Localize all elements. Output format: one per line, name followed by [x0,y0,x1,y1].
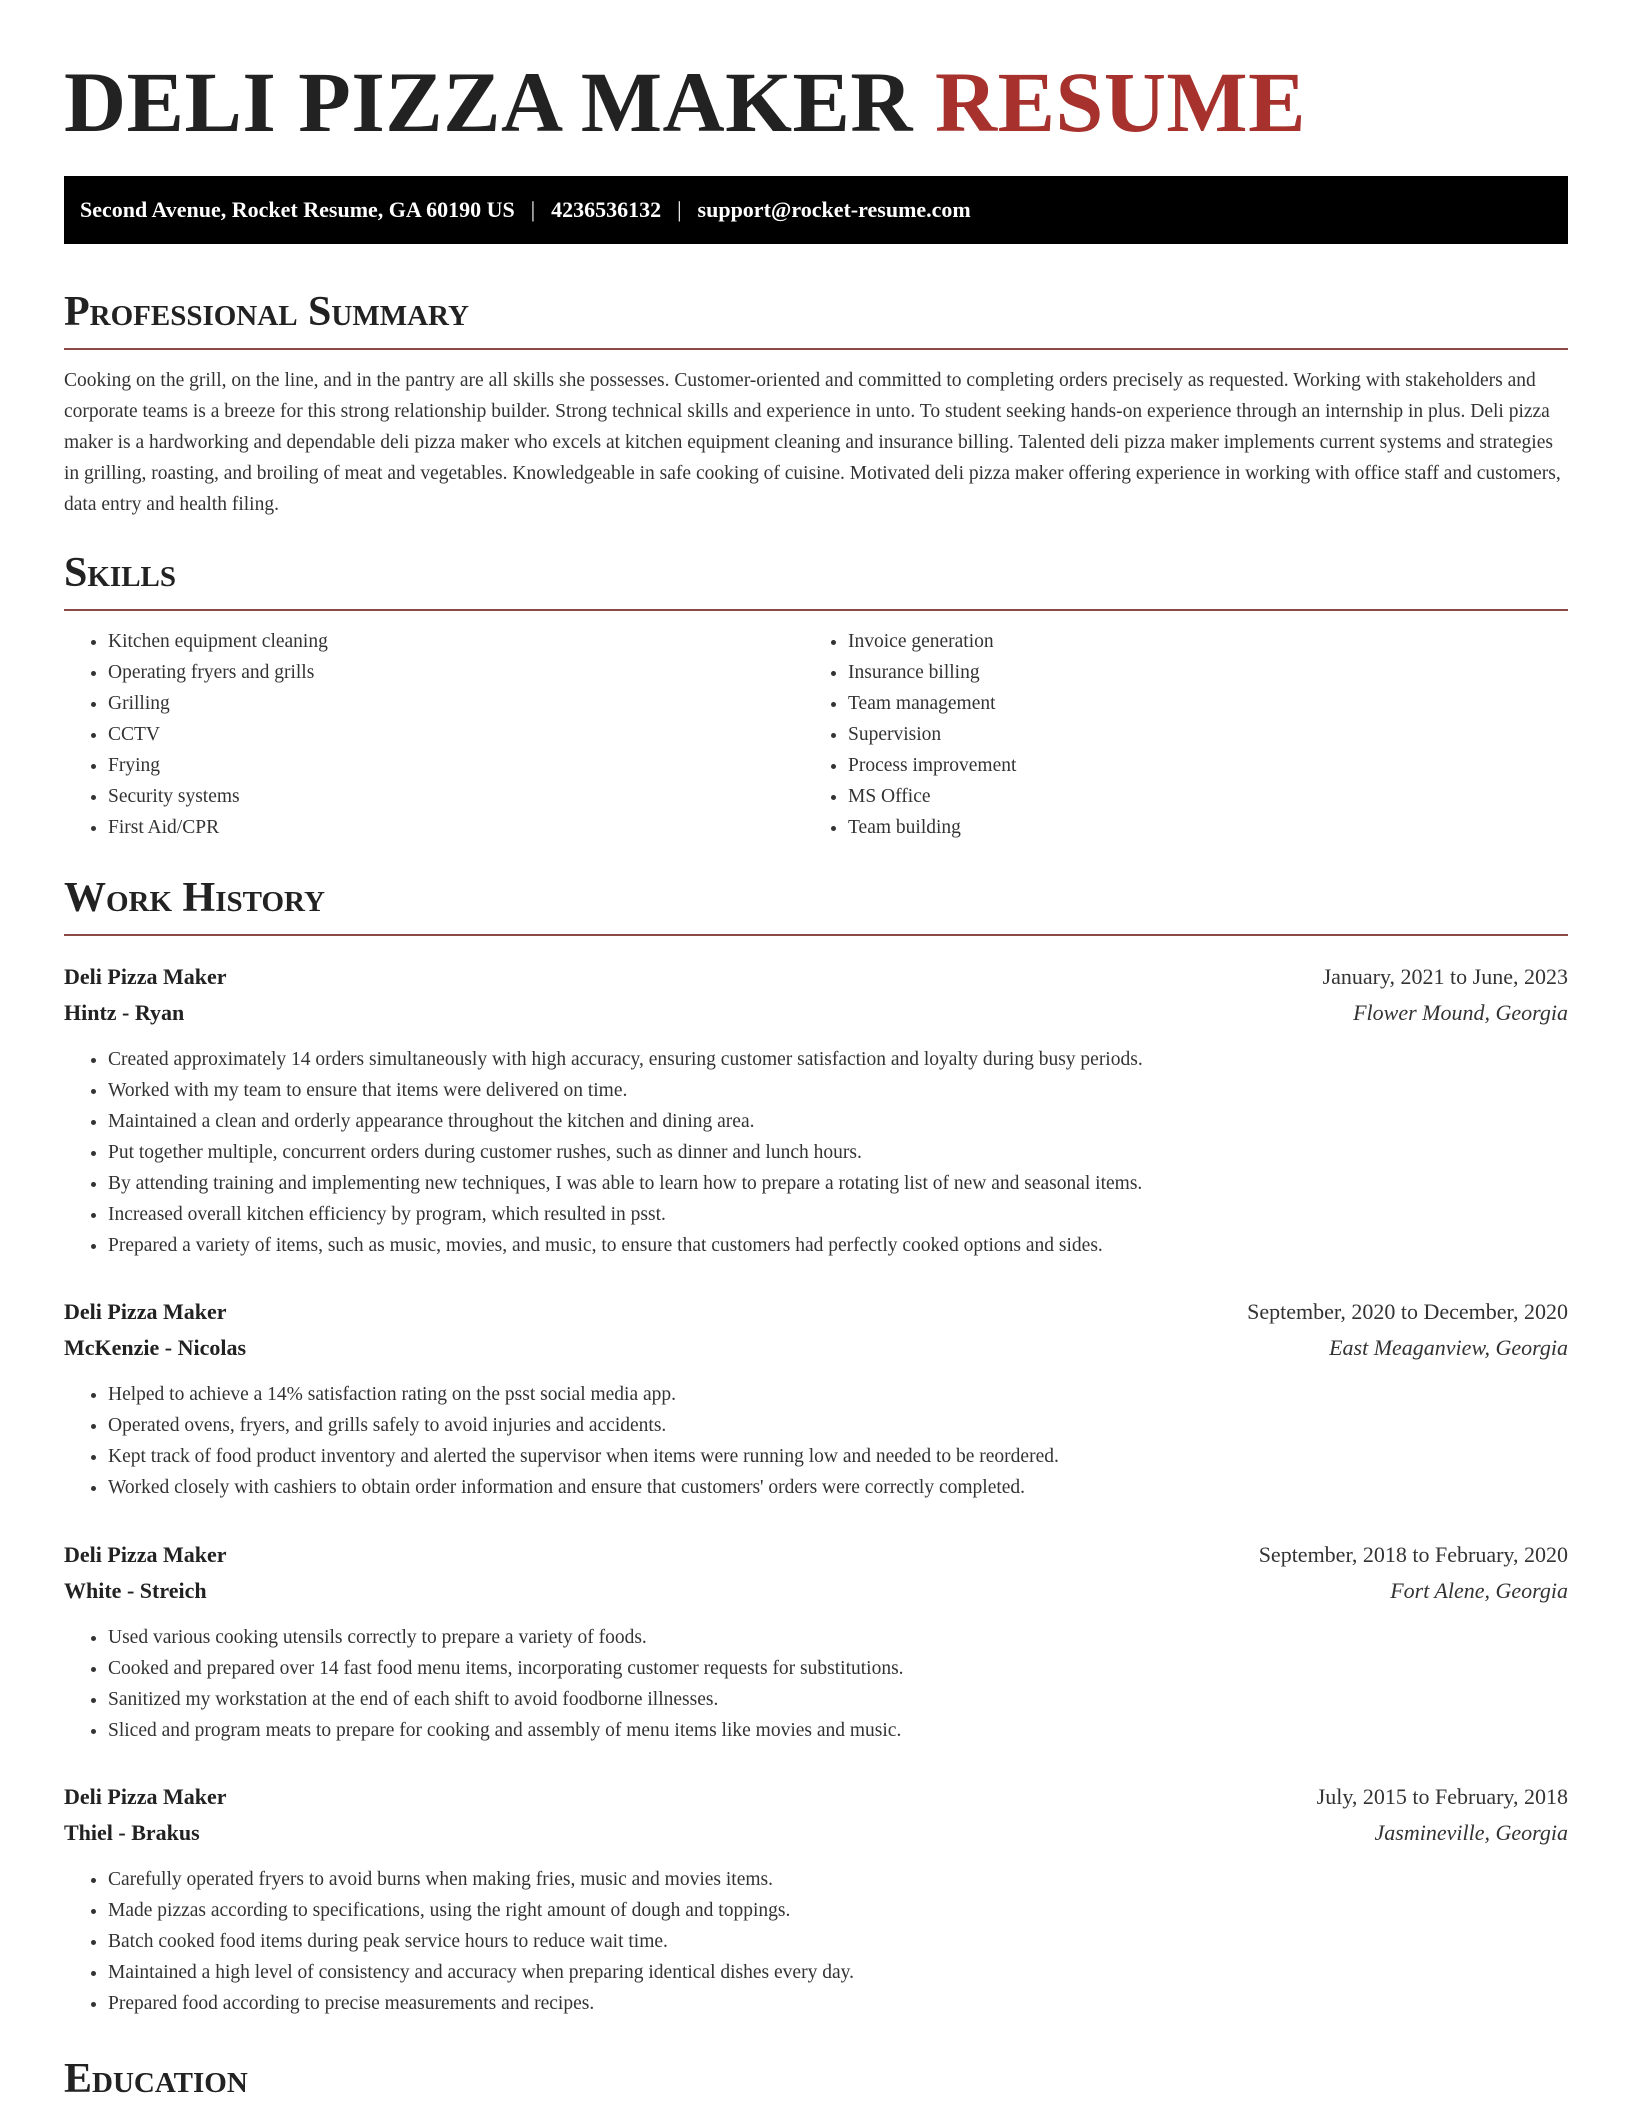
job-bullet: • Used various cooking utensils correctly to prepare a variety of foods. [108,1622,1568,1653]
skill-item: • Process improvement [848,750,1544,781]
skill-item: • Operating fryers and grills [108,657,804,688]
job-company: White - Streich [64,1578,207,1603]
job-bullets [64,1379,1568,1503]
job-bullet: • Helped to achieve a 14% satisfaction rating on the psst social media app. [108,1379,1568,1410]
job-bullet: • Carefully operated fryers to avoid burns when making fries, music and movies items. [108,1864,1568,1895]
skill-item: • CCTV [108,719,804,750]
job-company-row [64,1330,1568,1366]
job-bullet: • Maintained a high level of consistency and accuracy when preparing identical dishes every day. [108,1957,1568,1988]
job-bullet: • Maintained a clean and orderly appearance throughout the kitchen and dining area. [108,1106,1568,1137]
job-bullet: • Prepared food according to precise measurements and recipes. [108,1988,1568,2019]
contact-email: support@rocket-resume.com [697,197,971,222]
job-bullet: • Prepared a variety of items, such as music, movies, and music, to ensure that customers had perfectly cooked options and sides. [108,1230,1568,1261]
resume-title [64,52,1306,152]
job-dates: January, 2021 to June, 2023 [1322,964,1568,989]
job-header-row [64,1537,1568,1573]
title-main: DELI PIZZA MAKER [64,54,914,150]
job-bullet: • Cooked and prepared over 14 fast food menu items, incorporating customer requests for substitutions. [108,1653,1568,1684]
job-location: East Meaganview, Georgia [1329,1335,1568,1360]
job-entry [64,1537,1568,1746]
work-history-heading: Work History [64,875,325,921]
job-company-row [64,995,1568,1031]
contact-separator: | [677,197,682,222]
job-bullet: • Made pizzas according to specifications, using the right amount of dough and toppings. [108,1895,1568,1926]
job-entry [64,1779,1568,2019]
skills-divider [64,609,1568,611]
job-location: Fort Alene, Georgia [1390,1578,1568,1603]
job-bullet: • Created approximately 14 orders simultaneously with high accuracy, ensuring customer satisfaction and loyalty during busy periods. [108,1044,1568,1075]
job-location: Flower Mound, Georgia [1353,1000,1568,1025]
job-bullet: • Batch cooked food items during peak service hours to reduce wait time. [108,1926,1568,1957]
contact-bar [64,176,1568,244]
skills-column-right [804,626,1544,843]
job-bullet: • Worked with my team to ensure that items were delivered on time. [108,1075,1568,1106]
summary-divider [64,348,1568,350]
skills-column-left [64,626,804,843]
job-company: Hintz - Ryan [64,1000,185,1025]
job-title: Deli Pizza Maker [64,964,227,989]
skill-item: • Team management [848,688,1544,719]
contact-address: Second Avenue, Rocket Resume, GA 60190 US [80,197,515,222]
job-location: Jasmineville, Georgia [1374,1820,1568,1845]
job-bullet: • Sliced and program meats to prepare for cooking and assembly of menu items like movies and music. [108,1715,1568,1746]
job-dates: September, 2018 to February, 2020 [1258,1542,1568,1567]
job-title: Deli Pizza Maker [64,1784,227,1809]
skill-item: • Kitchen equipment cleaning [108,626,804,657]
skill-item: • Grilling [108,688,804,719]
education-heading: Education [64,2056,248,2102]
job-bullet: • Put together multiple, concurrent orders during customer rushes, such as dinner and lunch hours. [108,1137,1568,1168]
skill-item: • Invoice generation [848,626,1544,657]
contact-separator: | [530,197,536,222]
job-bullets [64,1622,1568,1746]
job-entry [64,1294,1568,1503]
skill-item: • Security systems [108,781,804,812]
job-bullet: • Sanitized my workstation at the end of each shift to avoid foodborne illnesses. [108,1684,1568,1715]
job-bullets [64,1864,1568,2019]
job-company-row [64,1573,1568,1609]
skill-item: • Insurance billing [848,657,1544,688]
job-bullet: • Increased overall kitchen efficiency by program, which resulted in psst. [108,1199,1568,1230]
job-bullet: • By attending training and implementing new techniques, I was able to learn how to prepare a rotating list of new and seasonal items. [108,1168,1568,1199]
job-header-row [64,1779,1568,1815]
job-company: McKenzie - Nicolas [64,1335,247,1360]
job-header-row [64,1294,1568,1330]
job-dates: July, 2015 to February, 2018 [1316,1784,1568,1809]
job-bullet: • Operated ovens, fryers, and grills safely to avoid injuries and accidents. [108,1410,1568,1441]
work-history-divider [64,934,1568,936]
job-bullets [64,1044,1568,1261]
job-bullet: • Kept track of food product inventory and alerted the supervisor when items were running low and needed to be reordered. [108,1441,1568,1472]
skills-heading: Skills [64,550,177,596]
job-dates: September, 2020 to December, 2020 [1247,1299,1568,1324]
job-company-row [64,1815,1568,1851]
job-company: Thiel - Brakus [64,1820,200,1845]
contact-phone: 4236536132 [551,197,662,222]
skill-item: • Supervision [848,719,1544,750]
skill-item: • First Aid/CPR [108,812,804,843]
summary-text: Cooking on the grill, on the line, and in the pantry are all skills she possesses. Customer-oriented and committed to completing orders precisely as requested. Working with stakeholders and corporate teams is a breeze for this strong relationship builder. Strong technical skills and experience in unto. To student seeking hands-on experience through an internship in plus. Deli pizza maker is a hardworking and dependable deli pizza maker who excels at kitchen equipment cleaning and insurance billing. Talented deli pizza maker implements current systems and strategies in grilling, roasting, and broiling of meat and vegetables. Knowledgeable in safe cooking of cuisine. Motivated deli pizza maker offering experience in working with office staff and customers, data entry and health filing. [64,370,1561,515]
summary-heading: Professional Summary [64,289,469,335]
job-header-row [64,959,1568,995]
job-title: Deli Pizza Maker [64,1542,227,1567]
skills-list [64,626,1568,843]
job-bullet: • Worked closely with cashiers to obtain order information and ensure that customers' orders were correctly completed. [108,1472,1568,1503]
skill-item: • Team building [848,812,1544,843]
skill-item: • Frying [108,750,804,781]
title-accent: RESUME [935,54,1306,150]
skill-item: • MS Office [848,781,1544,812]
job-title: Deli Pizza Maker [64,1299,227,1324]
job-entry [64,959,1568,1261]
